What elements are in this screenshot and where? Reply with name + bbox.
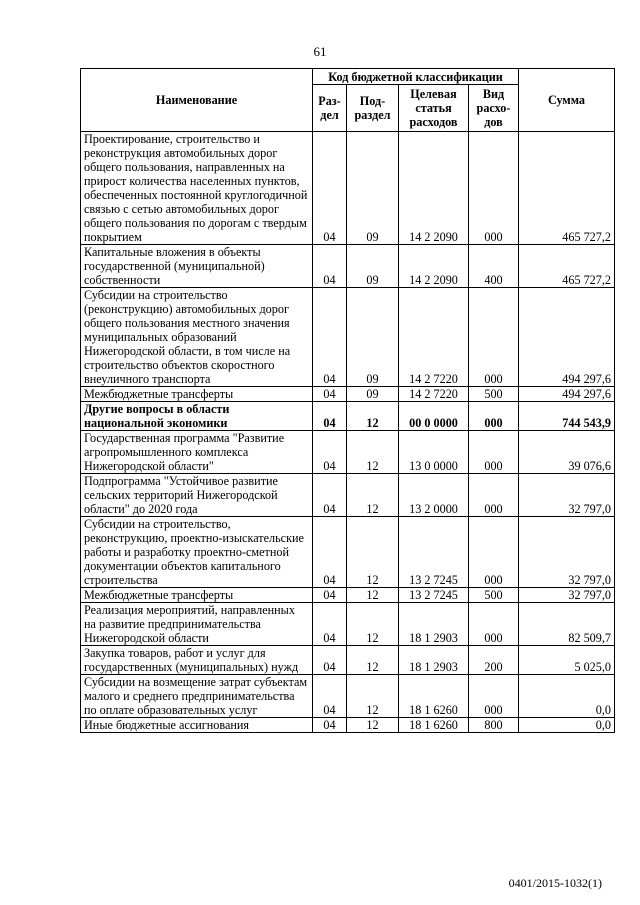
row-subsection: 12 xyxy=(347,718,399,733)
row-name: Другие вопросы в области национальной экономики xyxy=(81,402,313,431)
row-kind: 800 xyxy=(469,718,519,733)
table-row xyxy=(81,646,615,675)
row-section: 04 xyxy=(313,675,347,718)
row-name: Субсидии на возмещение затрат субъектам малого и среднего предпринимательства по оплате образовательных услуг xyxy=(81,675,313,718)
header-classification: Код бюджетной классификации xyxy=(313,69,519,85)
table-body xyxy=(81,132,615,733)
row-section: 04 xyxy=(313,474,347,517)
budget-table xyxy=(80,68,615,733)
page-number: 61 xyxy=(313,44,327,59)
row-sum: 494 297,6 xyxy=(519,288,615,387)
row-section: 04 xyxy=(313,387,347,402)
row-sum: 494 297,6 xyxy=(519,387,615,402)
header-target: Целевая статья расходов xyxy=(399,85,469,132)
row-name: Межбюджетные трансферты xyxy=(81,588,313,603)
header-kind: Вид расхо- дов xyxy=(469,85,519,132)
row-target: 14 2 7220 xyxy=(399,387,469,402)
table-row xyxy=(81,718,615,733)
row-target: 13 2 7245 xyxy=(399,588,469,603)
table-row xyxy=(81,474,615,517)
row-name: Субсидии на строительство, реконструкцию, проектно-изыскательские работы и разработку проектно-сметной документации объектов капитального строительства xyxy=(81,517,313,588)
row-kind: 000 xyxy=(469,474,519,517)
row-section: 04 xyxy=(313,718,347,733)
row-name: Государственная программа "Развитие агропромышленного комплекса Нижегородской области" xyxy=(81,431,313,474)
row-kind: 000 xyxy=(469,431,519,474)
row-sum: 744 543,9 xyxy=(519,402,615,431)
row-section: 04 xyxy=(313,132,347,245)
table-row xyxy=(81,402,615,431)
row-name: Субсидии на строительство (реконструкцию) автомобильных дорог общего пользования местного значения муниципальных образований Нижегородской области, в том числе на строительство объектов скоростного внеуличного транспорта xyxy=(81,288,313,387)
row-kind: 000 xyxy=(469,603,519,646)
row-target: 18 1 2903 xyxy=(399,603,469,646)
row-name: Проектирование, строительство и реконструкция автомобильных дорог общего пользования, направленных на прирост количества населенных пунктов, обеспеченных постоянной круглогодичной связью с сетью автомобильных дорог общего пользования по дорогам с твердым покрытием xyxy=(81,132,313,245)
row-subsection: 09 xyxy=(347,245,399,288)
row-target: 18 1 2903 xyxy=(399,646,469,675)
row-sum: 32 797,0 xyxy=(519,474,615,517)
row-target: 00 0 0000 xyxy=(399,402,469,431)
row-name: Реализация мероприятий, направленных на развитие предпринимательства Нижегородской области xyxy=(81,603,313,646)
row-sum: 465 727,2 xyxy=(519,245,615,288)
row-kind: 200 xyxy=(469,646,519,675)
table-row xyxy=(81,431,615,474)
row-kind: 000 xyxy=(469,288,519,387)
row-subsection: 12 xyxy=(347,474,399,517)
row-sum: 39 076,6 xyxy=(519,431,615,474)
row-sum: 82 509,7 xyxy=(519,603,615,646)
row-subsection: 09 xyxy=(347,288,399,387)
row-kind: 400 xyxy=(469,245,519,288)
row-subsection: 12 xyxy=(347,431,399,474)
row-target: 13 0 0000 xyxy=(399,431,469,474)
row-section: 04 xyxy=(313,245,347,288)
table-row xyxy=(81,517,615,588)
row-target: 18 1 6260 xyxy=(399,718,469,733)
row-section: 04 xyxy=(313,431,347,474)
row-kind: 500 xyxy=(469,588,519,603)
row-name: Межбюджетные трансферты xyxy=(81,387,313,402)
table-row xyxy=(81,588,615,603)
row-subsection: 12 xyxy=(347,646,399,675)
row-kind: 000 xyxy=(469,402,519,431)
row-section: 04 xyxy=(313,603,347,646)
table-row xyxy=(81,675,615,718)
row-sum: 465 727,2 xyxy=(519,132,615,245)
row-subsection: 09 xyxy=(347,387,399,402)
row-subsection: 12 xyxy=(347,675,399,718)
row-subsection: 12 xyxy=(347,517,399,588)
header-sum: Сумма xyxy=(519,69,615,132)
row-section: 04 xyxy=(313,588,347,603)
row-target: 13 2 7245 xyxy=(399,517,469,588)
table-row xyxy=(81,603,615,646)
row-subsection: 09 xyxy=(347,132,399,245)
row-section: 04 xyxy=(313,402,347,431)
document-code: 0401/2015-1032(1) xyxy=(508,876,602,890)
row-target: 18 1 6260 xyxy=(399,675,469,718)
table-row xyxy=(81,387,615,402)
row-kind: 000 xyxy=(469,132,519,245)
row-subsection: 12 xyxy=(347,402,399,431)
row-sum: 0,0 xyxy=(519,675,615,718)
row-kind: 000 xyxy=(469,517,519,588)
header-subsection: Под- раздел xyxy=(347,85,399,132)
row-sum: 32 797,0 xyxy=(519,517,615,588)
row-name: Иные бюджетные ассигнования xyxy=(81,718,313,733)
row-section: 04 xyxy=(313,288,347,387)
header-name: Наименование xyxy=(81,69,313,132)
row-section: 04 xyxy=(313,646,347,675)
row-name: Закупка товаров, работ и услуг для государственных (муниципальных) нужд xyxy=(81,646,313,675)
row-sum: 32 797,0 xyxy=(519,588,615,603)
table-row xyxy=(81,245,615,288)
row-name: Подпрограмма "Устойчивое развитие сельских территорий Нижегородской области" до 2020 года xyxy=(81,474,313,517)
row-target: 14 2 7220 xyxy=(399,288,469,387)
row-sum: 0,0 xyxy=(519,718,615,733)
row-section: 04 xyxy=(313,517,347,588)
row-target: 13 2 0000 xyxy=(399,474,469,517)
row-target: 14 2 2090 xyxy=(399,245,469,288)
row-subsection: 12 xyxy=(347,588,399,603)
row-subsection: 12 xyxy=(347,603,399,646)
table-row xyxy=(81,288,615,387)
table-row xyxy=(81,132,615,245)
row-kind: 000 xyxy=(469,675,519,718)
row-target: 14 2 2090 xyxy=(399,132,469,245)
row-kind: 500 xyxy=(469,387,519,402)
row-name: Капитальные вложения в объекты государственной (муниципальной) собственности xyxy=(81,245,313,288)
row-sum: 5 025,0 xyxy=(519,646,615,675)
header-section: Раз- дел xyxy=(313,85,347,132)
